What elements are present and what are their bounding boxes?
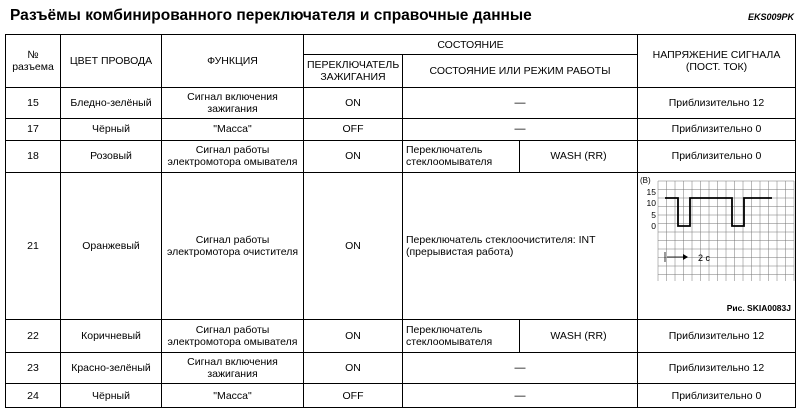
header-mode: СОСТОЯНИЕ ИЛИ РЕЖИМ РАБОТЫ: [403, 55, 638, 88]
cell-no: 18: [6, 140, 61, 172]
header-ignition: ПЕРЕКЛЮЧАТЕЛЬ ЗАЖИГАНИЯ: [304, 55, 403, 88]
cell-voltage: Приблизительно 0: [638, 384, 796, 408]
cell-color: Оранжевый: [61, 172, 162, 320]
period-label: 2 с: [698, 252, 711, 263]
cell-color: Розовый: [61, 140, 162, 172]
cell-function: Сигнал включения зажигания: [162, 352, 304, 384]
waveform-signal-line: [665, 198, 772, 226]
cell-function: Сигнал работы электромотора омывателя: [162, 320, 304, 353]
cell-voltage: Приблизительно 12: [638, 352, 796, 384]
table-row: [6, 352, 796, 384]
cell-ignition: ON: [304, 172, 403, 320]
waveform-unit-label: (В): [640, 175, 651, 185]
period-arrowhead: [683, 254, 688, 260]
cell-function: Сигнал работы электромотора очистителя: [162, 172, 304, 320]
cell-voltage: Приблизительно 0: [638, 118, 796, 140]
cell-ignition: ON: [304, 140, 403, 172]
table-row: [6, 172, 796, 320]
waveform-chart: [638, 173, 796, 316]
y-tick-label: 10: [646, 197, 656, 208]
cell-no: 24: [6, 384, 61, 408]
cell-ignition: OFF: [304, 384, 403, 408]
cell-function: Сигнал включения зажигания: [162, 87, 304, 118]
y-tick-label: 0: [651, 220, 656, 231]
cell-ignition: ON: [304, 320, 403, 353]
figure-label: Рис. SKIA0083J: [726, 302, 791, 313]
table-row: [6, 118, 796, 140]
y-tick-label: 15: [646, 186, 656, 197]
cell-mode: —: [403, 384, 638, 408]
cell-function: "Масса": [162, 118, 304, 140]
cell-color: Чёрный: [61, 118, 162, 140]
cell-no: 22: [6, 320, 61, 353]
header-connector-no: № разъема: [6, 35, 61, 88]
cell-color: Бледно-зелёный: [61, 87, 162, 118]
page-title: Разъёмы комбинированного переключателя и справочные данные: [10, 7, 532, 24]
cell-voltage: Приблизительно 12: [638, 320, 796, 353]
cell-function: "Масса": [162, 384, 304, 408]
cell-mode: Переключатель стеклоочистителя: INT (прерывистая работа): [403, 172, 638, 320]
cell-mode: —: [403, 352, 638, 384]
cell-mode-switch: Переключатель стеклоомывателя: [403, 140, 520, 172]
cell-function: Сигнал работы электромотора омывателя: [162, 140, 304, 172]
cell-no: 21: [6, 172, 61, 320]
cell-voltage: Приблизительно 0: [638, 140, 796, 172]
cell-color: Коричневый: [61, 320, 162, 353]
header-row: [6, 35, 796, 55]
doc-code: EKS009PK: [747, 12, 794, 22]
table-row: [6, 87, 796, 118]
y-tick-label: 5: [651, 209, 656, 220]
cell-ignition: ON: [304, 87, 403, 118]
table-row: [6, 384, 796, 408]
cell-no: 15: [6, 87, 61, 118]
cell-voltage: Приблизительно 12: [638, 87, 796, 118]
cell-ignition: OFF: [304, 118, 403, 140]
cell-mode-value: WASH (RR): [520, 140, 638, 172]
cell-no: 17: [6, 118, 61, 140]
header-function: ФУНКЦИЯ: [162, 35, 304, 88]
cell-mode-switch: Переключатель стеклоомывателя: [403, 320, 520, 353]
connector-table: [5, 34, 796, 408]
cell-mode: —: [403, 118, 638, 140]
cell-mode-value: WASH (RR): [520, 320, 638, 353]
cell-mode: —: [403, 87, 638, 118]
table-row: [6, 320, 796, 353]
cell-ignition: ON: [304, 352, 403, 384]
table-row: [6, 140, 796, 172]
cell-no: 23: [6, 352, 61, 384]
header-voltage: НАПРЯЖЕНИЕ СИГНАЛА (ПОСТ. ТОК): [638, 35, 796, 88]
header-state: СОСТОЯНИЕ: [304, 35, 638, 55]
header-wire-color: ЦВЕТ ПРОВОДА: [61, 35, 162, 88]
cell-color: Красно-зелёный: [61, 352, 162, 384]
cell-color: Чёрный: [61, 384, 162, 408]
cell-voltage-waveform: [638, 172, 796, 320]
